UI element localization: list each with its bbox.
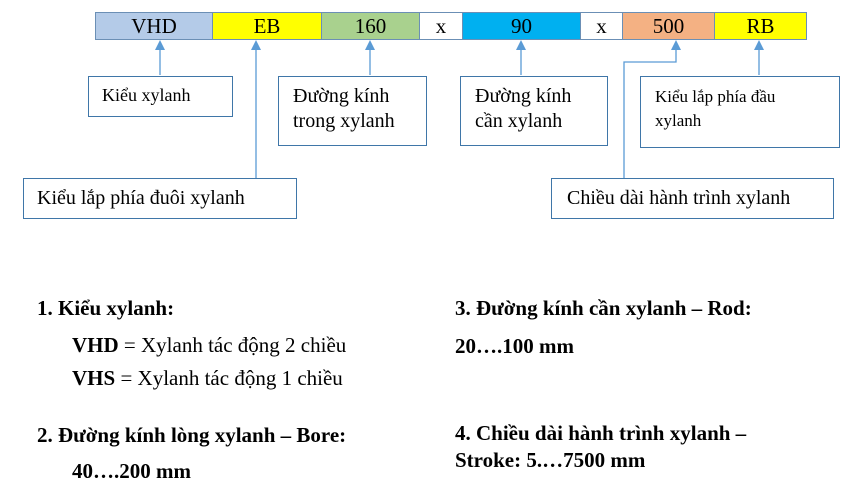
code-cell-rod: 90 [463, 12, 581, 40]
code-cell-separator: x [581, 12, 623, 40]
code-vhd: VHD [72, 333, 119, 357]
label-text: Kiểu lắp phía đuôi xylanh [37, 187, 245, 209]
code-vhd-desc: = Xylanh tác động 2 chiều [118, 333, 347, 357]
code-cell-stroke: 500 [623, 12, 715, 40]
code-cell-front-mount: RB [715, 12, 807, 40]
code-vhs: VHS [72, 366, 116, 390]
label-front-mount [640, 76, 840, 148]
label-cylinder-type [88, 76, 233, 117]
code-cell-rear-mount: EB [213, 12, 322, 40]
code-cell-bore: 160 [322, 12, 420, 40]
note-1-vhs [72, 366, 343, 391]
code-cell-type: VHD [95, 12, 213, 40]
note-3-title: 3. Đường kính cần xylanh – Rod: [455, 296, 752, 320]
label-text: Kiểu xylanh [102, 85, 191, 105]
label-text: cần xylanh [475, 110, 563, 132]
note-4-range: Stroke: 5.…7500 mm [455, 448, 646, 472]
note-3-range: 20….100 mm [455, 334, 574, 358]
label-bore [278, 76, 427, 146]
label-text: Chiều dài hành trình xylanh [567, 187, 791, 209]
label-text: Đường kính [293, 85, 390, 107]
note-4-title: 4. Chiều dài hành trình xylanh – [455, 421, 747, 445]
label-text: Đường kính [475, 85, 572, 107]
note-2-range: 40….200 mm [72, 459, 191, 483]
label-stroke [551, 178, 834, 219]
note-1-title: 1. Kiểu xylanh: [37, 296, 175, 320]
label-text: Kiểu lắp phía đầu [655, 87, 776, 106]
note-1-vhd [72, 333, 346, 358]
code-cell-separator: x [420, 12, 463, 40]
label-rod [460, 76, 608, 146]
label-text: xylanh [655, 111, 702, 130]
code-vhs-desc: = Xylanh tác động 1 chiều [115, 366, 343, 390]
note-2-title: 2. Đường kính lòng xylanh – Bore: [37, 423, 347, 447]
label-text: trong xylanh [293, 110, 395, 132]
label-rear-mount [23, 178, 297, 219]
